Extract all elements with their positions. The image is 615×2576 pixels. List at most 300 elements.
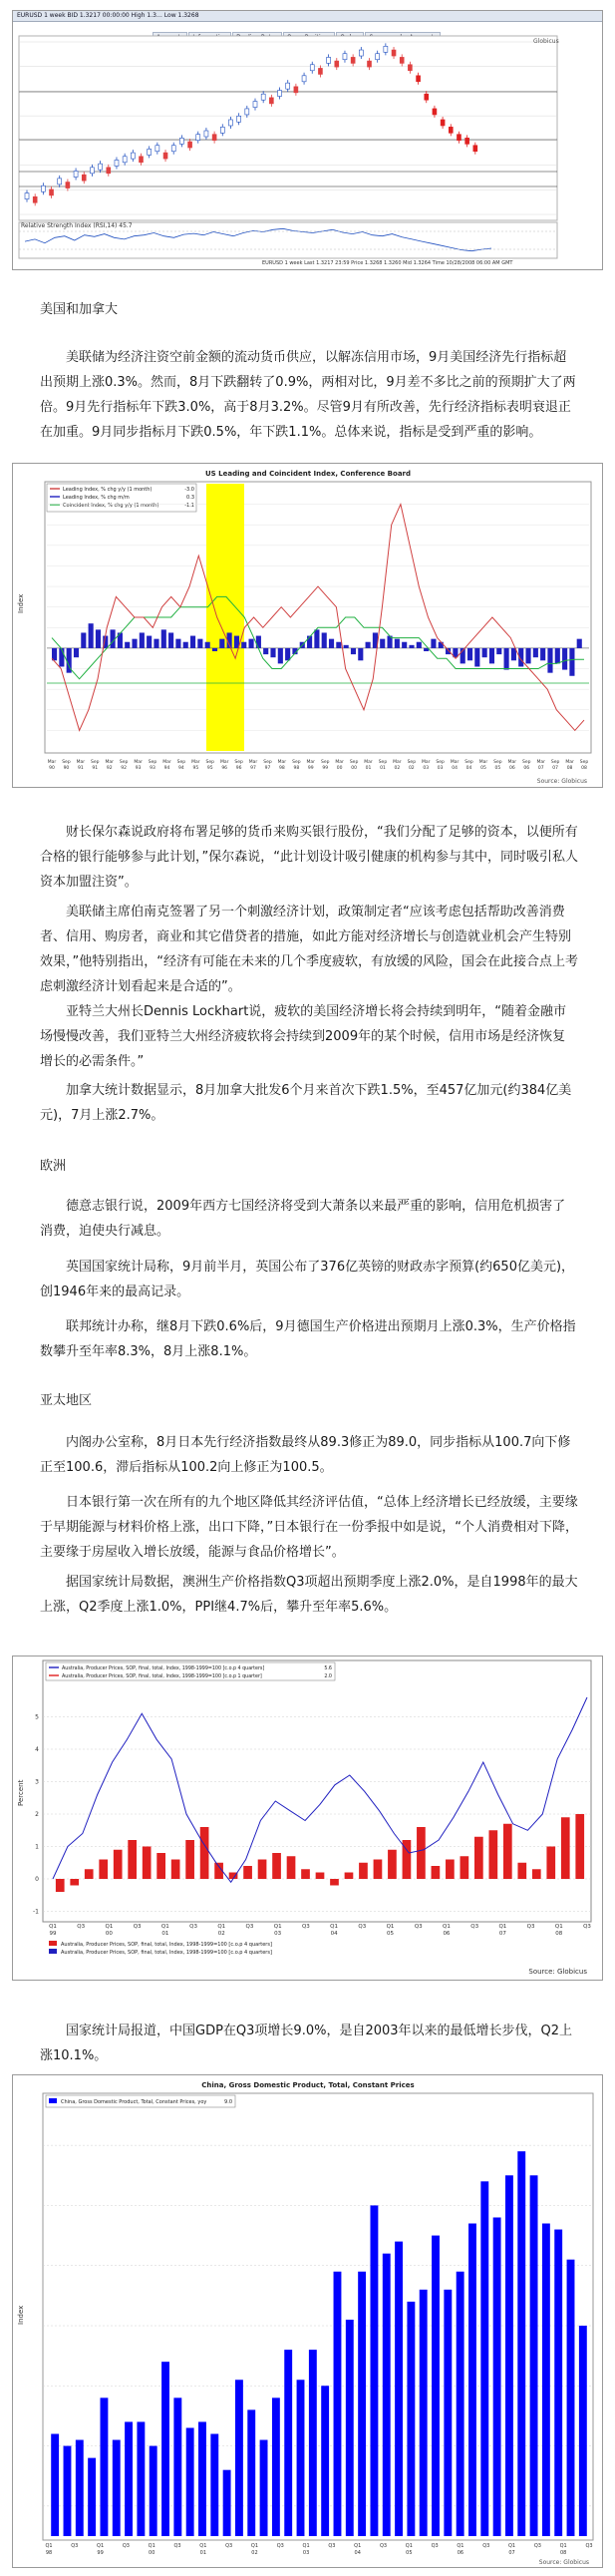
candle: [228, 120, 232, 126]
au-quarterly-bar: [446, 1860, 455, 1880]
us-bar: [197, 639, 202, 648]
us-bar: [540, 648, 545, 660]
candle: [41, 185, 45, 191]
candle: [90, 168, 94, 174]
cn-gdp-bar: [76, 2440, 84, 2536]
au-bottom-legend-swatch: [49, 1941, 57, 1946]
cn-xtick-label: Q1: [148, 2543, 155, 2549]
au-ytick-label: 4: [35, 1746, 39, 1753]
au-quarterly-bar: [316, 1873, 325, 1880]
eurusd-chart-window: [12, 10, 603, 270]
candle: [359, 50, 363, 56]
cn-xtick-year: 04: [354, 2550, 361, 2556]
us-bar: [474, 648, 479, 667]
us-xtick-year: 08: [566, 766, 573, 771]
au-quarterly-bar: [330, 1879, 339, 1886]
cn-xtick-label: Q3: [482, 2543, 490, 2549]
cn-gdp-bar: [505, 2175, 513, 2536]
us-xtick-label: Sep: [436, 760, 445, 765]
au-quarterly-bar: [417, 1827, 426, 1879]
us-xtick-year: 92: [106, 766, 113, 771]
cn-gdp-bar: [542, 2224, 550, 2536]
au-xtick-label: Q1: [105, 1924, 114, 1930]
us-xtick-label: Mar: [421, 760, 431, 765]
au-quarterly-bar: [432, 1866, 441, 1879]
chart-titlebar: [13, 11, 602, 22]
cn-gdp-bar: [186, 2427, 194, 2536]
us-xtick-year: 06: [508, 766, 515, 771]
cn-gdp-bar: [309, 2350, 317, 2536]
au-xtick-year: 03: [274, 1931, 282, 1937]
us-bar: [467, 648, 472, 660]
cn-chart-ylabel: Index: [17, 2305, 25, 2325]
au-xtick-label: Q1: [217, 1924, 226, 1930]
candle: [155, 146, 159, 152]
us-xtick-year: 95: [206, 766, 213, 771]
us-bar: [212, 648, 217, 651]
us-legend-label: Leading Index, % chg m/m: [63, 495, 130, 501]
china-gdp-chart: [12, 2074, 603, 2568]
us-xtick-label: Mar: [134, 760, 143, 765]
cn-gdp-bar: [88, 2458, 96, 2536]
cn-legend-label: China, Gross Domestic Product, Total, Constant Prices, yoy: [61, 2099, 207, 2105]
us-bar: [431, 639, 436, 648]
au-quarterly-bar: [561, 1817, 570, 1879]
us-bar: [241, 642, 246, 648]
candle: [196, 135, 200, 141]
au-quarterly-bar: [345, 1873, 354, 1880]
cn-gdp-bar: [395, 2242, 403, 2536]
cn-xtick-label: Q3: [122, 2543, 130, 2549]
us-xtick-year: 99: [322, 766, 329, 771]
au-quarterly-bar: [114, 1850, 123, 1879]
candle: [310, 65, 314, 71]
us-xtick-label: Mar: [248, 760, 258, 765]
au-xtick-year: 01: [161, 1931, 169, 1937]
us-xtick-label: Sep: [579, 760, 589, 765]
us-bar: [577, 639, 582, 648]
cn-gdp-bar: [272, 2397, 280, 2536]
au-quarterly-bar: [272, 1853, 281, 1879]
us-xtick-label: Mar: [76, 760, 86, 765]
us-bar: [256, 636, 261, 648]
au-quarterly-bar: [56, 1879, 65, 1892]
us-xtick-year: 99: [307, 766, 314, 771]
us-xtick-label: Sep: [320, 760, 330, 765]
au-xtick-year: 00: [105, 1931, 113, 1937]
cn-gdp-bar: [198, 2421, 206, 2536]
candle: [253, 102, 257, 108]
us-bar: [278, 648, 283, 663]
au-xtick-year: 07: [498, 1931, 506, 1937]
us-bar: [132, 639, 137, 648]
candle: [425, 94, 429, 100]
candle: [278, 91, 282, 97]
cn-gdp-bar: [383, 2254, 391, 2536]
cn-gdp-bar: [173, 2397, 181, 2536]
au-quarterly-bar: [70, 1879, 79, 1886]
cn-xtick-year: 08: [560, 2550, 567, 2556]
us-bar: [263, 648, 268, 654]
us-bar: [417, 642, 422, 648]
cn-xtick-year: 99: [97, 2550, 104, 2556]
cn-xtick-label: Q1: [559, 2543, 567, 2549]
cn-xtick-label: Q3: [276, 2543, 284, 2549]
cn-xtick-year: 02: [251, 2550, 258, 2556]
au-bottom-legend-label: Australia, Producer Prices, SOP, final, total, Index, 1998-1999=100 [c.o.p 4 quarters]: [61, 1950, 272, 1956]
us-xtick-label: Sep: [464, 760, 473, 765]
cn-gdp-bar: [125, 2421, 133, 2536]
us-xtick-year: 91: [77, 766, 84, 771]
us-bar: [489, 648, 494, 663]
cn-xtick-year: 98: [45, 2550, 53, 2556]
candle: [318, 68, 322, 74]
us-xtick-year: 05: [480, 766, 486, 771]
cn-gdp-bar: [346, 2320, 354, 2536]
us-xtick-label: Sep: [119, 760, 129, 765]
us-xtick-year: 03: [437, 766, 444, 771]
cn-xtick-label: Q3: [328, 2543, 336, 2549]
au-xtick-label: Q1: [386, 1924, 395, 1930]
candle: [66, 183, 70, 188]
us-xtick-label: Mar: [507, 760, 517, 765]
us-xtick-label: Sep: [550, 760, 560, 765]
cn-xtick-year: 07: [508, 2550, 515, 2556]
cn-chart-title: China, Gross Domestic Product, Total, Constant Prices: [201, 2081, 415, 2089]
cn-gdp-bar: [100, 2397, 108, 2536]
candle: [302, 76, 306, 82]
us-xtick-year: 97: [250, 766, 256, 771]
us-xtick-label: Mar: [191, 760, 200, 765]
au-xtick-year: 08: [555, 1931, 563, 1937]
us-xtick-year: 04: [465, 766, 472, 771]
au-quarterly-bar: [287, 1856, 296, 1879]
us-bar: [547, 648, 552, 673]
au-quarterly-bar: [532, 1869, 541, 1879]
us-xtick-year: 04: [452, 766, 458, 771]
au-quarterly-bar: [388, 1850, 397, 1879]
cn-legend-swatch: [49, 2098, 57, 2103]
au-ytick-label: 0: [35, 1876, 39, 1883]
au-ytick-label: 1: [35, 1843, 39, 1851]
us-bar: [439, 642, 444, 648]
us-bar: [190, 636, 195, 648]
us-bar: [81, 632, 86, 647]
us-bar: [496, 648, 501, 654]
us-xtick-label: Sep: [62, 760, 71, 765]
cn-xtick-label: Q1: [457, 2543, 464, 2549]
candle: [204, 131, 208, 137]
us-xtick-label: Sep: [205, 760, 214, 765]
au-xtick-label: Q1: [273, 1924, 282, 1930]
cn-xtick-label: Q3: [379, 2543, 388, 2549]
cn-xtick-year: 05: [406, 2550, 413, 2556]
us-xtick-label: Sep: [349, 760, 359, 765]
au-bottom-legend-swatch: [49, 1949, 57, 1954]
us-xtick-year: 91: [92, 766, 99, 771]
us-xtick-year: 90: [49, 766, 55, 771]
us-xtick-year: 02: [408, 766, 415, 771]
cn-gdp-bar: [517, 2151, 525, 2536]
candle: [237, 116, 241, 122]
us-xtick-year: 07: [552, 766, 559, 771]
cn-gdp-bar: [161, 2362, 169, 2536]
cn-xtick-label: Q1: [508, 2543, 516, 2549]
au-xtick-year: 99: [49, 1931, 57, 1937]
paragraph-us-1: 美联储为经济注资空前金额的流动货币供应，以解冻信用市场，9月美国经济先行指标超出预期上涨0.3%。然而，8月下跌翻转了0.9%，两相对比，9月差不多比之前的预期扩大了两倍。9月先行指标年下跌3.0%，高于8月3.2%。尽管9月有所改善，先行经济指标表明衰退正在加重。9月同步指标月下跌0.5%，年下跌1.1%。总体来说，指标是受到严重的影响。: [40, 350, 576, 440]
us-bar: [562, 648, 567, 670]
candle: [99, 164, 103, 170]
cn-gdp-bar: [530, 2175, 538, 2536]
candle: [58, 179, 62, 184]
candle: [220, 127, 224, 133]
us-xtick-year: 02: [394, 766, 401, 771]
us-xtick-label: Mar: [277, 760, 287, 765]
us-bar: [511, 648, 516, 660]
candle: [33, 196, 37, 202]
au-xtick-label: Q3: [470, 1924, 479, 1930]
us-xtick-year: 98: [293, 766, 300, 771]
cn-xtick-label: Q1: [199, 2543, 207, 2549]
au-xtick-label: Q1: [330, 1924, 339, 1930]
cn-xtick-label: Q1: [97, 2543, 105, 2549]
au-quarterly-bar: [185, 1840, 194, 1879]
us-bar: [147, 636, 152, 648]
us-bar: [446, 648, 451, 654]
us-xtick-label: Mar: [364, 760, 373, 765]
candle: [294, 87, 298, 93]
cn-gdp-bar: [223, 2470, 231, 2536]
us-bar: [366, 642, 371, 648]
us-bar: [270, 648, 275, 657]
cn-gdp-bar: [64, 2446, 72, 2536]
cn-gdp-bar: [444, 2290, 452, 2536]
us-bar: [140, 632, 145, 647]
cn-chart-source: Source: Globicus: [538, 2559, 589, 2566]
au-xtick-label: Q3: [358, 1924, 367, 1930]
candle: [327, 57, 331, 63]
au-quarterly-bar: [156, 1853, 165, 1879]
us-bar: [555, 648, 560, 663]
us-bar: [74, 648, 79, 657]
paragraph-us-5: 加拿大统计数据显示，8月加拿大批发6个月来首次下跌1.5%，至457亿加元(约384亿美元)，7月上涨2.7%。: [40, 1083, 572, 1123]
paragraph-us-4: 亚特兰大州长Dennis Lockhart说，疲软的美国经济增长将会持续到明年，“随着金融市场慢慢改善，我们亚特兰大州经济疲软将会持续到2009年的某个时候，信用市场是经济恢复增长的必需条件。”: [40, 1004, 567, 1069]
candle: [74, 172, 78, 178]
candle: [449, 127, 453, 133]
chart-watermark: Globicus: [533, 38, 559, 45]
us-xtick-year: 97: [264, 766, 271, 771]
candle: [473, 146, 477, 152]
au-ytick-label: 2: [35, 1811, 39, 1818]
us-bar: [351, 648, 356, 654]
candle: [107, 168, 111, 174]
cn-gdp-bar: [210, 2434, 218, 2536]
us-xtick-year: 00: [351, 766, 357, 771]
candle: [408, 65, 412, 71]
us-xtick-year: 94: [163, 766, 170, 771]
eurusd-price-svg: [13, 22, 603, 270]
candle: [140, 157, 144, 163]
candle: [335, 61, 339, 67]
us-bar: [409, 645, 414, 648]
us-legend-value: -3.0: [184, 487, 194, 493]
cn-gdp-bar: [420, 2290, 428, 2536]
us-bar: [322, 632, 327, 647]
us-xtick-label: Sep: [378, 760, 388, 765]
us-bar: [59, 648, 64, 667]
candle: [457, 135, 461, 141]
candle: [343, 54, 347, 60]
us-xtick-year: 93: [150, 766, 155, 771]
rsi-label: Relative Strength Index (RSI,14) 45.7: [21, 222, 133, 229]
candle: [433, 109, 437, 115]
candle: [441, 120, 445, 126]
candle: [400, 57, 404, 63]
paragraph-asia-3: 据国家统计局数据，澳洲生产价格指数Q3项超出预期季度上涨2.0%，是自1998年的最大上涨，Q2季度上涨1.0%，PPI继4.7%后，攀升至年率5.6%。: [40, 1575, 578, 1615]
candle: [25, 193, 29, 199]
us-xtick-label: Mar: [306, 760, 316, 765]
us-xtick-year: 08: [581, 766, 587, 771]
us-bar: [168, 632, 173, 647]
us-xtick-year: 95: [192, 766, 199, 771]
cn-xtick-label: Q3: [71, 2543, 79, 2549]
au-bottom-legend-label: Australia, Producer Prices, SOP, final, total, Index, 1998-1999=100 [c.o.p 4 quarters]: [61, 1942, 272, 1948]
us-xtick-year: 93: [135, 766, 142, 771]
au-xtick-label: Q1: [498, 1924, 507, 1930]
au-xtick-label: Q1: [49, 1924, 57, 1930]
cn-gdp-bar: [358, 2272, 366, 2536]
paragraph-asia-1: 内阁办公室称，8月日本先行经济指数最终从89.3修正为89.0，同步指标从100.7向下修正至100.6，滞后指标从100.2向上修正为100.5。: [40, 1435, 571, 1475]
candle: [212, 135, 216, 141]
us-xtick-label: Sep: [176, 760, 186, 765]
us-xtick-label: Sep: [263, 760, 272, 765]
au-legend-value: 2.0: [324, 1674, 332, 1679]
cn-xtick-year: 06: [457, 2550, 464, 2556]
paragraph-eu-2: 英国国家统计局称，9月前半月，英国公布了376亿英镑的财政赤字预算(约650亿美元)，创1946年来的最高记录。: [40, 1260, 575, 1299]
au-xtick-label: Q3: [414, 1924, 423, 1930]
au-quarterly-bar: [359, 1863, 368, 1879]
candle: [392, 50, 396, 56]
cn-gdp-bar: [493, 2217, 501, 2536]
us-xtick-label: Mar: [565, 760, 574, 765]
au-xtick-label: Q1: [554, 1924, 563, 1930]
paragraph-asia-2: 日本银行第一次在所有的九个地区降低其经济评估值，“总体上经济增长已经放缓，主要缘于早期能源与材料价格上涨，出口下降，”日本银行在一份季报中如是说，“个人消费相对下降，主要缘于房屋收入增长放缓，能源与食品价格增长”。: [40, 1495, 578, 1560]
us-bar: [175, 639, 180, 648]
au-quarterly-bar: [99, 1860, 108, 1880]
cn-gdp-bar: [407, 2302, 415, 2536]
us-xtick-year: 03: [423, 766, 430, 771]
us-xtick-label: Mar: [393, 760, 402, 765]
cn-xtick-year: 01: [199, 2550, 207, 2556]
us-xtick-year: 96: [235, 766, 242, 771]
us-bar: [380, 639, 385, 648]
candle: [261, 94, 265, 100]
au-legend-value: 5.6: [324, 1666, 332, 1671]
us-bar: [525, 648, 530, 663]
us-bar: [395, 639, 400, 648]
au-xtick-label: Q3: [583, 1924, 591, 1930]
us-bar: [219, 639, 224, 648]
us-bar: [482, 648, 487, 657]
au-quarterly-bar: [517, 1863, 526, 1879]
au-xtick-label: Q3: [526, 1924, 535, 1930]
paragraph-eu-1: 德意志银行说，2009年西方七国经济将受到大萧条以来最严重的影响，信用危机损害了消费，迫使央行减息。: [40, 1199, 566, 1239]
au-xtick-year: 04: [330, 1931, 338, 1937]
heading-europe: 欧洲: [40, 1159, 67, 1174]
us-bar: [249, 639, 254, 648]
us-legend-label: Coincident Index, % chg y/y (1 month): [63, 503, 159, 509]
cn-gdp-bar: [137, 2421, 145, 2536]
chart-footer: EURUSD 1 week Last 1.3217 23:59 Price 1.3268 1.3260 Mid 1.3264 Time 10/28/2008 06:00 AM GMT: [262, 260, 513, 266]
us-bar: [336, 642, 341, 648]
au-legend-label: Australia, Producer Prices, SOP, final, total, Index, 1998-1999=100 [c.o.p 4 quarters]: [62, 1666, 265, 1671]
cn-gdp-bar: [150, 2446, 157, 2536]
us-bar: [183, 642, 188, 648]
us-xtick-label: Sep: [493, 760, 502, 765]
au-quarterly-bar: [200, 1827, 209, 1879]
us-chart-source: Source: Globicus: [536, 778, 587, 785]
recession-band: [206, 484, 244, 751]
cn-xtick-year: 00: [149, 2550, 155, 2556]
us-bar: [314, 629, 319, 648]
us-legend-value: -1.1: [184, 503, 194, 509]
us-leading-index-chart: [12, 463, 603, 788]
us-legend-label: Leading Index, % chg y/y (1 month): [63, 487, 153, 493]
us-xtick-year: 06: [523, 766, 530, 771]
us-bar: [285, 648, 290, 660]
candle: [417, 76, 421, 82]
us-xtick-label: Mar: [478, 760, 488, 765]
au-xtick-label: Q3: [77, 1924, 86, 1930]
candle: [384, 46, 388, 52]
us-xtick-label: Mar: [335, 760, 344, 765]
cn-gdp-bar: [321, 2386, 329, 2536]
au-ytick-label: 3: [35, 1778, 39, 1786]
candle: [368, 61, 372, 67]
us-legend-value: 0.3: [186, 495, 194, 501]
us-xtick-label: Sep: [407, 760, 417, 765]
candle: [82, 175, 86, 181]
us-leading-index-svg: [13, 464, 603, 788]
cn-gdp-bar: [432, 2236, 440, 2536]
cn-gdp-bar: [235, 2380, 243, 2536]
us-bar: [125, 642, 130, 648]
paragraph-eu-3: 联邦统计办称，继8月下跌0.6%后，9月德国生产价格进出预期月上涨0.3%，生产价格指数攀升至年率8.3%，8月上涨8.1%。: [40, 1319, 576, 1359]
cn-xtick-label: Q1: [405, 2543, 413, 2549]
au-quarterly-bar: [374, 1860, 383, 1880]
us-bar: [533, 648, 538, 657]
us-xtick-year: 92: [121, 766, 128, 771]
cn-gdp-bar: [370, 2205, 378, 2536]
au-chart-source: Source: Globicus: [528, 1968, 587, 1976]
us-bar: [344, 645, 349, 648]
paragraph-us-2: 财长保尔森说政府将布署足够的货币来购买银行股份，“我们分配了足够的资本，以便所有合格的银行能够参与此计划，”保尔森说，“此计划设计吸引健康的机构参与其中，同时吸引私人资本加盟注资”。: [40, 825, 578, 890]
cn-gdp-bar: [334, 2272, 342, 2536]
australia-ppi-chart: [12, 1656, 603, 1981]
cn-xtick-label: Q3: [173, 2543, 181, 2549]
cn-gdp-bar: [579, 2326, 587, 2536]
au-legend-label: Australia, Producer Prices, SOP, final, total, Index, 1998-1999=100 [c.o.p 1 quarter]: [62, 1674, 262, 1679]
us-bar: [205, 642, 210, 648]
us-xtick-label: Mar: [105, 760, 114, 765]
cn-gdp-bar: [113, 2440, 121, 2536]
us-bar: [89, 623, 94, 648]
cn-gdp-bar: [457, 2272, 464, 2536]
us-xtick-label: Mar: [450, 760, 460, 765]
us-bar: [358, 648, 363, 660]
cn-xtick-label: Q1: [354, 2543, 362, 2549]
cn-xtick-label: Q3: [225, 2543, 233, 2549]
